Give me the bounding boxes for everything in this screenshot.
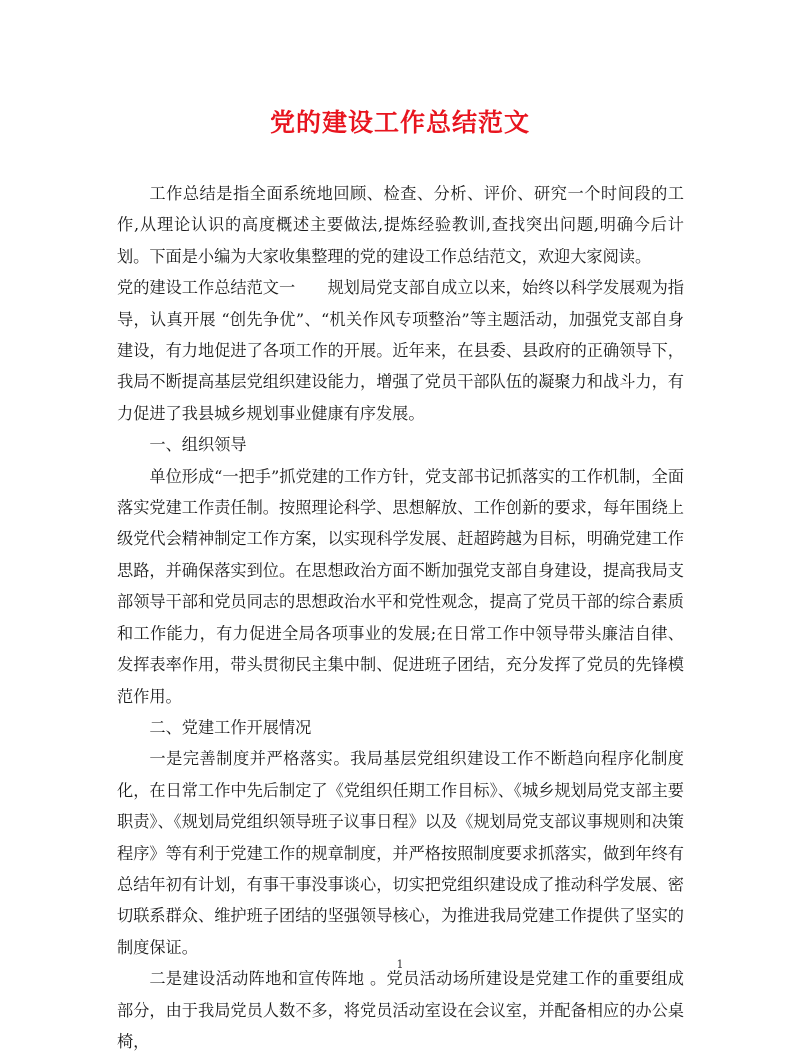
organization-paragraph: 单位形成“一把手”抓党建的工作方针，党支部书记抓落实的工作机制，全面落实党建工作责任制。按照理论科学、思想解放、工作创新的要求，每年围绕上级党代会精神制定工作方案，以实现科学发展、赶超跨越为目标，明确党建工作思路，并确保落实到位。在思想政治方面不断加强党支部自身建设，提高我局支部领导干部和党员同志的思想政治水平和党性观念，提高了党员干部的综合素质和工作能力，有力促进全局各项事业的发展;在日常工作中领导带头廉洁自律、发挥表率作用，带头贯彻民主集中制、促进班子团结，充分发挥了党员的先锋模范作用。 [117,466,684,706]
section-one-paragraph: 党的建设工作总结范文一 规划局党支部自成立以来，始终以科学发展观为指导，认真开展 “创先争优”、“机关作风专项整治”等主题活动，加强党支部自身建设，有力地促进了各项工作的开展。近年来，在县委、县政府的正确领导下，我局不断提高基层党组织建设能力，增强了党员干部队伍的凝聚力和战斗力，有力促进了我县城乡规划事业健康有序发展。 [117,278,684,423]
document-title: 党的建设工作总结范文 [269,108,530,137]
section-heading-party-work: 二、党建工作开展情况 [149,717,312,737]
page-number: 1 [396,958,404,971]
system-paragraph: 一是完善制度并严格落实。我局基层党组织建设工作不断趋向程序化制度化，在日常工作中先后制定了《党组织任期工作目标》、《城乡规划局党支部主要职责》、《规划局党组织领导班子议事日程》以及《规划局党支部议事规则和决策程序》等有利于党建工作的规章制度，并严格按照制度要求抓落实，做到年终有总结年初有计划，有事干事没事谈心，切实把党组织建设成了推动科学发展、密切联系群众、维护班子团结的坚强领导核心，为推进我局党建工作提供了坚实的制度保证。 [117,749,684,957]
section-heading-organization: 一、组织领导 [149,435,247,455]
activity-paragraph: 二是建设活动阵地和宣传阵地 。党员活动场所建设是党建工作的重要组成部分，由于我局党员人数不多，将党员活动室设在会议室，并配备相应的办公桌椅， [117,969,684,1051]
document-body [117,178,684,1057]
intro-paragraph: 工作总结是指全面系统地回顾、检查、分析、评价、研究一个时间段的工作,从理论认识的高度概述主要做法,提炼经验教训,查找突出问题,明确今后计划。下面是小编为大家收集整理的党的建设工作总结范文，欢迎大家阅读。 [117,184,684,266]
